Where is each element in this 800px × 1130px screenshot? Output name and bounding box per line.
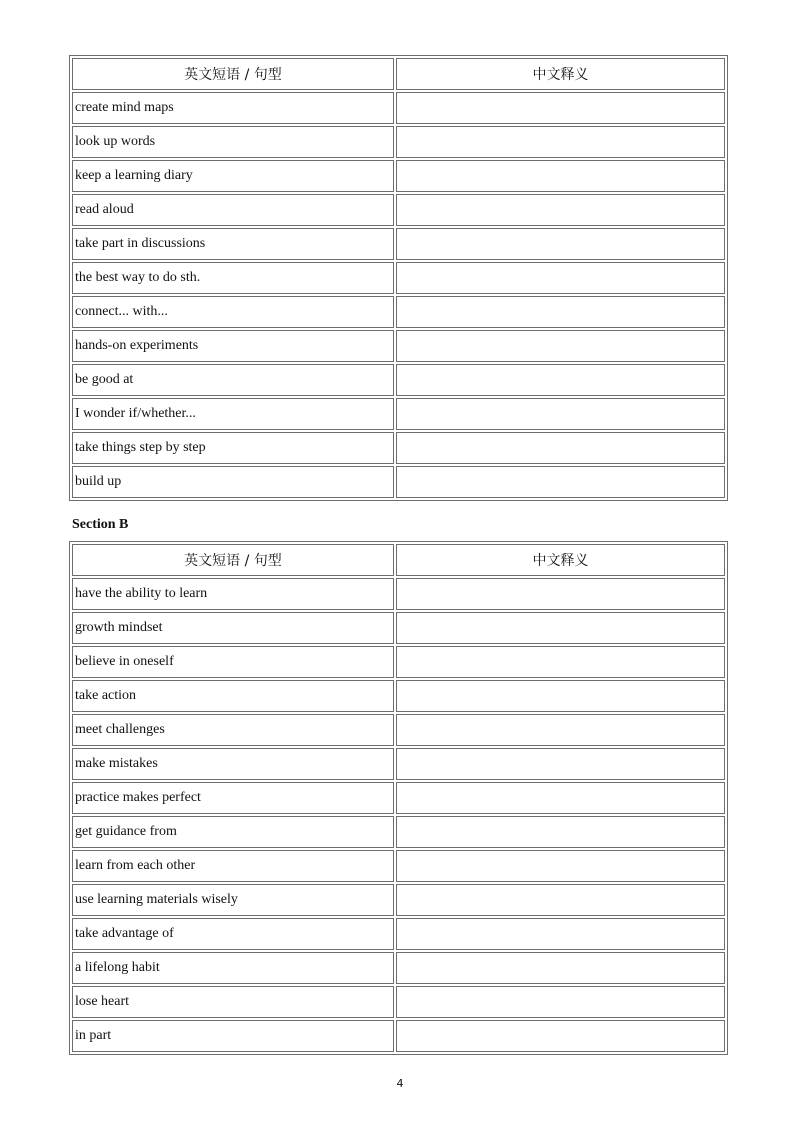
table-row [72, 92, 725, 124]
chinese-meaning-cell[interactable] [396, 330, 725, 362]
chinese-meaning-cell[interactable] [396, 578, 725, 610]
table-row [72, 1020, 725, 1052]
table-header-row [72, 544, 725, 576]
table-row [72, 296, 725, 328]
page-number: 4 [396, 1077, 404, 1090]
chinese-meaning-cell[interactable] [396, 126, 725, 158]
table-row [72, 782, 725, 814]
english-phrase-cell: meet challenges [72, 714, 394, 746]
chinese-meaning-cell[interactable] [396, 432, 725, 464]
english-phrase-cell: create mind maps [72, 92, 394, 124]
vocab-table-b [69, 541, 728, 1055]
chinese-meaning-cell[interactable] [396, 952, 725, 984]
english-phrase-cell: take things step by step [72, 432, 394, 464]
english-phrase-cell: use learning materials wisely [72, 884, 394, 916]
english-phrase-cell: in part [72, 1020, 394, 1052]
table-row [72, 364, 725, 396]
english-phrase-cell: make mistakes [72, 748, 394, 780]
chinese-meaning-cell[interactable] [396, 364, 725, 396]
english-phrase-cell: get guidance from [72, 816, 394, 848]
table-row [72, 466, 725, 498]
english-phrase-cell: take part in discussions [72, 228, 394, 260]
chinese-meaning-cell[interactable] [396, 228, 725, 260]
english-phrase-cell: practice makes perfect [72, 782, 394, 814]
english-phrase-cell: take advantage of [72, 918, 394, 950]
chinese-meaning-cell[interactable] [396, 918, 725, 950]
english-phrase-cell: keep a learning diary [72, 160, 394, 192]
chinese-meaning-cell[interactable] [396, 194, 725, 226]
table-row [72, 918, 725, 950]
table-row [72, 194, 725, 226]
table-row [72, 398, 725, 430]
table-row [72, 986, 725, 1018]
header-chinese: 中文释义 [396, 544, 725, 576]
table-row [72, 612, 725, 644]
table-row [72, 714, 725, 746]
chinese-meaning-cell[interactable] [396, 986, 725, 1018]
table-a-body [72, 92, 725, 498]
chinese-meaning-cell[interactable] [396, 262, 725, 294]
english-phrase-cell: build up [72, 466, 394, 498]
chinese-meaning-cell[interactable] [396, 612, 725, 644]
chinese-meaning-cell[interactable] [396, 398, 725, 430]
table-row [72, 816, 725, 848]
table-row [72, 228, 725, 260]
table-b-body [72, 578, 725, 1052]
chinese-meaning-cell[interactable] [396, 680, 725, 712]
chinese-meaning-cell[interactable] [396, 782, 725, 814]
english-phrase-cell: believe in oneself [72, 646, 394, 678]
table-row [72, 160, 725, 192]
chinese-meaning-cell[interactable] [396, 884, 725, 916]
table-row [72, 262, 725, 294]
chinese-meaning-cell[interactable] [396, 160, 725, 192]
table-row [72, 952, 725, 984]
english-phrase-cell: I wonder if/whether... [72, 398, 394, 430]
english-phrase-cell: take action [72, 680, 394, 712]
table-row [72, 646, 725, 678]
chinese-meaning-cell[interactable] [396, 296, 725, 328]
chinese-meaning-cell[interactable] [396, 850, 725, 882]
english-phrase-cell: read aloud [72, 194, 394, 226]
table-row [72, 578, 725, 610]
header-english: 英文短语 / 句型 [72, 544, 394, 576]
english-phrase-cell: look up words [72, 126, 394, 158]
table-header-row [72, 58, 725, 90]
table-row [72, 884, 725, 916]
chinese-meaning-cell[interactable] [396, 1020, 725, 1052]
english-phrase-cell: connect... with... [72, 296, 394, 328]
english-phrase-cell: a lifelong habit [72, 952, 394, 984]
chinese-meaning-cell[interactable] [396, 466, 725, 498]
chinese-meaning-cell[interactable] [396, 92, 725, 124]
chinese-meaning-cell[interactable] [396, 646, 725, 678]
english-phrase-cell: learn from each other [72, 850, 394, 882]
chinese-meaning-cell[interactable] [396, 748, 725, 780]
english-phrase-cell: be good at [72, 364, 394, 396]
english-phrase-cell: lose heart [72, 986, 394, 1018]
english-phrase-cell: have the ability to learn [72, 578, 394, 610]
table-row [72, 432, 725, 464]
table-row [72, 330, 725, 362]
section-b-title: Section B [72, 517, 129, 532]
english-phrase-cell: hands-on experiments [72, 330, 394, 362]
english-phrase-cell: the best way to do sth. [72, 262, 394, 294]
table-row [72, 748, 725, 780]
chinese-meaning-cell[interactable] [396, 816, 725, 848]
header-chinese: 中文释义 [396, 58, 725, 90]
header-english: 英文短语 / 句型 [72, 58, 394, 90]
vocab-table-a [69, 55, 728, 501]
chinese-meaning-cell[interactable] [396, 714, 725, 746]
table-row [72, 850, 725, 882]
table-row [72, 680, 725, 712]
table-row [72, 126, 725, 158]
english-phrase-cell: growth mindset [72, 612, 394, 644]
